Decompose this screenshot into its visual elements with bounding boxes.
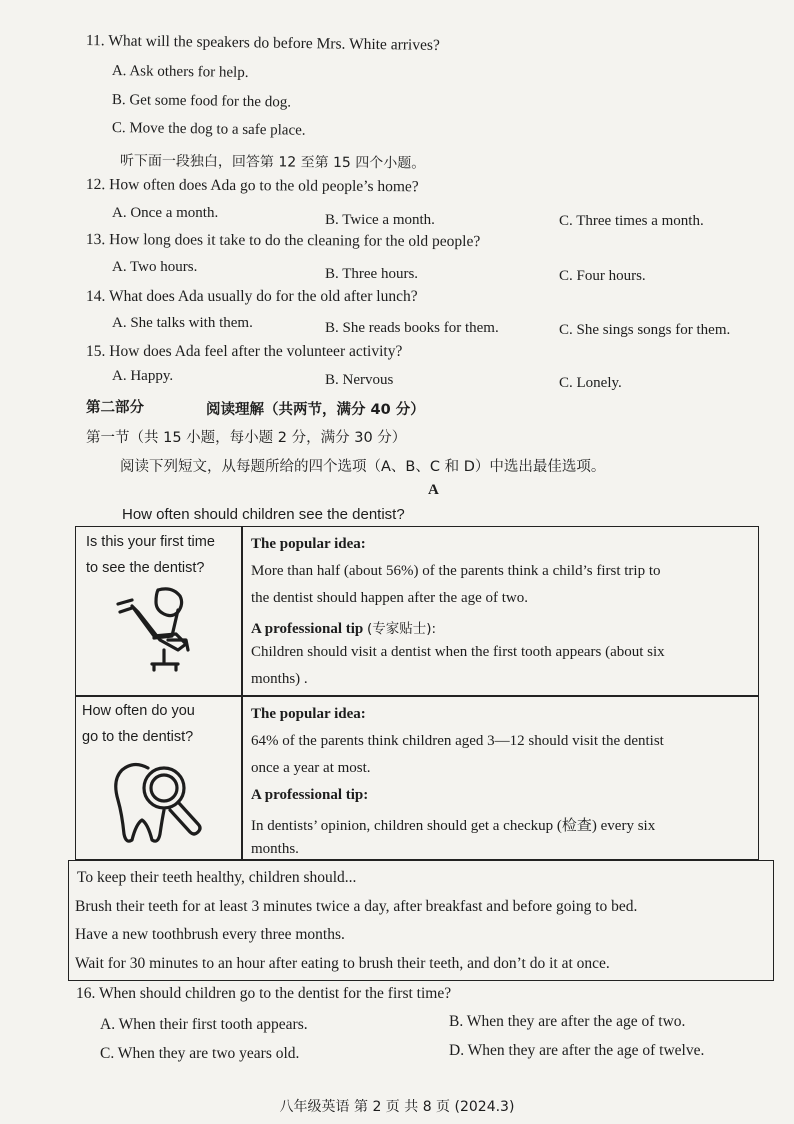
q16-option-d: D. When they are after the age of twelve. xyxy=(449,1042,705,1059)
q15-option-b: B. Nervous xyxy=(325,372,394,388)
row1-question-line2: to see the dentist? xyxy=(86,560,205,576)
passage-title: How often should children see the dentist? xyxy=(122,506,405,523)
row1-tip-heading: A professional tip xyxy=(251,621,364,637)
row2-tip-heading: A professional tip: xyxy=(251,787,369,803)
row2-question-line1: How often do you xyxy=(82,703,195,719)
q13-option-b: B. Three hours. xyxy=(325,266,419,282)
q16-option-b: B. When they are after the age of two. xyxy=(449,1013,686,1030)
tip-toothbrush: Have a new toothbrush every three months. xyxy=(75,926,345,943)
question-16: 16. When should children go to the dentist for the first time? xyxy=(76,985,452,1002)
q13-option-c: C. Four hours. xyxy=(559,268,646,284)
row2-popular-heading: The popular idea: xyxy=(251,706,366,722)
tips-intro: To keep their teeth healthy, children should... xyxy=(77,869,357,886)
reading-instruction: 阅读下列短文，从每题所给的四个选项（A、B、C 和 D）中选出最佳选项。 xyxy=(120,459,606,475)
table-row-divider xyxy=(75,695,759,697)
row1-popular-text-line1: More than half (about 56%) of the parents think a child’s first trip to xyxy=(251,563,661,579)
row1-tip-text-line2: months) . xyxy=(251,671,308,687)
q15-option-a: A. Happy. xyxy=(112,368,174,384)
q16-option-a: A. When their first tooth appears. xyxy=(100,1016,308,1033)
q16-option-c: C. When they are two years old. xyxy=(100,1045,300,1062)
row2-popular-text-line2: once a year at most. xyxy=(251,760,371,776)
tip-brush: Brush their teeth for at least 3 minutes twice a day, after breakfast and before going to bed. xyxy=(75,898,638,915)
page-footer: 八年级英语 第 2 页 共 8 页 (2024.3) xyxy=(279,1099,515,1115)
q12-option-b: B. Twice a month. xyxy=(325,212,435,228)
row1-question-line1: Is this your first time xyxy=(86,534,215,550)
part2-description: 阅读理解（共两节，满分 40 分） xyxy=(206,402,425,418)
part2-title: 第二部分 xyxy=(86,400,144,416)
tooth-magnifier-icon xyxy=(108,754,208,850)
row2-tip-text-line1: In dentists’ opinion, children should get a checkup (检查) every six xyxy=(251,818,656,834)
question-13: 13. How long does it take to do the cleaning for the old people? xyxy=(85,231,481,251)
question-15: 15. How does Ada feel after the volunteer activity? xyxy=(86,343,403,360)
dentist-info-table xyxy=(68,526,774,981)
q12-option-a: A. Once a month. xyxy=(112,205,219,221)
q11-option-b: B. Get some food for the dog. xyxy=(111,92,292,111)
passage-label: A xyxy=(428,482,439,498)
question-11: 11. What will the speakers do before Mrs. White arrives? xyxy=(85,32,440,54)
q11-option-c: C. Move the dog to a safe place. xyxy=(111,120,306,139)
row2-question-line2: go to the dentist? xyxy=(82,729,194,745)
q13-option-a: A. Two hours. xyxy=(112,259,198,275)
row1-popular-text-line2: the dentist should happen after the age of two. xyxy=(251,590,529,606)
section1-title: 第一节（共 15 小题，每小题 2 分，满分 30 分） xyxy=(86,430,407,446)
row1-tip-text-line1: Children should visit a dentist when the first tooth appears (about six xyxy=(251,644,665,660)
q14-option-a: A. She talks with them. xyxy=(112,315,253,331)
tip-wait: Wait for 30 minutes to an hour after eating to brush their teeth, and don’t do it at once. xyxy=(75,955,610,972)
row2-popular-text-line1: 64% of the parents think children aged 3—12 should visit the dentist xyxy=(251,733,664,749)
row2-tip-text-line2: months. xyxy=(251,841,299,857)
question-12: 12. How often does Ada go to the old people’s home? xyxy=(85,176,419,196)
table-column-divider xyxy=(241,526,243,860)
q14-option-c: C. She sings songs for them. xyxy=(559,322,731,338)
dental-chair-icon xyxy=(108,584,208,674)
row1-tip-heading-cn: (专家贴士): xyxy=(367,621,437,637)
q11-option-a: A. Ask others for help. xyxy=(111,63,249,81)
question-14: 14. What does Ada usually do for the old after lunch? xyxy=(86,288,418,305)
row1-tip-heading-group xyxy=(251,617,436,638)
row1-popular-heading: The popular idea: xyxy=(251,536,366,552)
q15-option-c: C. Lonely. xyxy=(559,375,622,391)
q12-option-c: C. Three times a month. xyxy=(559,213,704,229)
q14-option-b: B. She reads books for them. xyxy=(325,320,499,336)
monologue-instruction: 听下面一段独白，回答第 12 至第 15 四个小题。 xyxy=(119,152,426,172)
